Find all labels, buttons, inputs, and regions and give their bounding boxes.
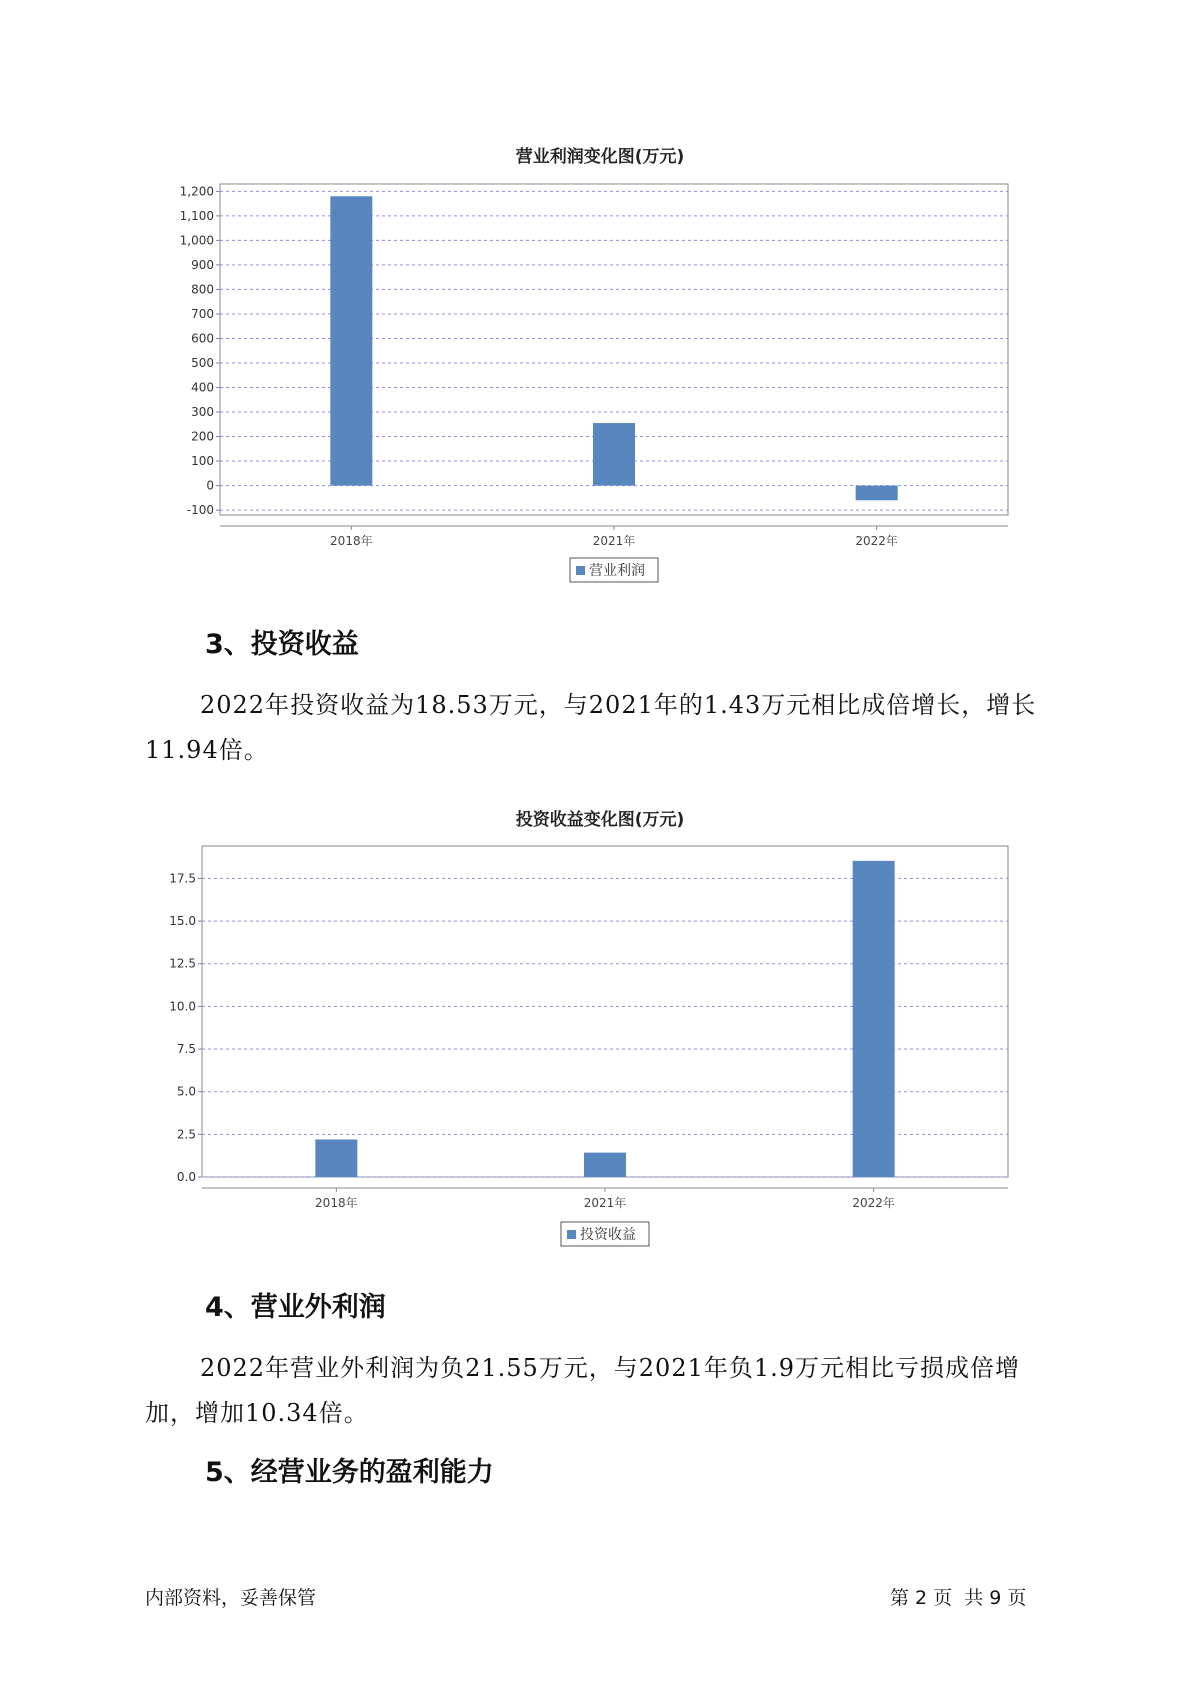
y-tick-label: 0 <box>206 478 214 493</box>
legend <box>570 558 658 582</box>
investment-income-chart <box>140 793 1060 1258</box>
y-tick-label: 500 <box>191 355 214 370</box>
y-tick-label: 7.5 <box>176 1042 196 1057</box>
y-tick-label: 1,000 <box>179 233 214 248</box>
x-tick-label: 2021年 <box>583 1196 627 1210</box>
chart-title: 投资收益变化图(万元) <box>515 810 685 830</box>
x-tick-label: 2021年 <box>592 534 636 548</box>
bar-2018年 <box>330 196 372 485</box>
bar-2021年 <box>593 423 635 486</box>
bar-2022年 <box>853 861 895 1177</box>
legend <box>561 1222 649 1246</box>
y-tick-label: 900 <box>191 257 214 272</box>
chart-title: 营业利润变化图(万元) <box>515 147 685 167</box>
y-tick-label: 17.5 <box>169 871 196 886</box>
operating-profit-chart-svg <box>140 130 1060 590</box>
section-3-paragraph: 2022年投资收益为18.53万元，与2021年的1.43万元相比成倍增长，增长11.94倍。 <box>145 691 1037 764</box>
x-tick-label: 2022年 <box>852 1196 895 1210</box>
legend-label: 营业利润 <box>589 563 645 579</box>
y-tick-label: 12.5 <box>169 956 196 971</box>
y-tick-label: 100 <box>191 454 214 469</box>
bar-2022年 <box>856 486 898 501</box>
y-tick-label: 1,100 <box>179 208 214 223</box>
section-5-heading: 5、经营业务的盈利能力 <box>205 1457 494 1488</box>
x-tick-label: 2022年 <box>855 534 898 548</box>
section-4-heading: 4、营业外利润 <box>205 1292 386 1323</box>
y-tick-label: 700 <box>191 306 214 321</box>
footer-page-number: 第 2 页 共 9 页 <box>890 1587 1027 1609</box>
y-tick-label: 600 <box>191 331 214 346</box>
y-tick-label: 200 <box>191 429 214 444</box>
y-tick-label: 2.5 <box>176 1127 196 1142</box>
section-4-paragraph: 2022年营业外利润为负21.55万元，与2021年负1.9万元相比亏损成倍增加，增加10.34倍。 <box>145 1354 1021 1427</box>
bar-2021年 <box>584 1153 626 1177</box>
y-tick-label: 5.0 <box>176 1084 196 1099</box>
legend-label: 投资收益 <box>580 1227 636 1243</box>
y-tick-label: 1,200 <box>179 184 214 199</box>
y-tick-label: 800 <box>191 282 214 297</box>
y-tick-label: 300 <box>191 405 214 420</box>
y-tick-label: 15.0 <box>169 914 196 929</box>
legend-swatch <box>576 566 585 575</box>
legend-swatch <box>567 1230 576 1239</box>
bar-2018年 <box>315 1139 357 1177</box>
section-3-heading: 3、投资收益 <box>205 629 359 660</box>
x-tick-label: 2018年 <box>330 534 373 548</box>
y-tick-label: 10.0 <box>169 999 196 1014</box>
investment-income-chart-svg <box>140 793 1060 1258</box>
x-tick-label: 2018年 <box>315 1196 358 1210</box>
y-tick-label: 0.0 <box>176 1170 196 1184</box>
operating-profit-chart <box>140 130 1060 590</box>
footer-confidential-note: 内部资料，妥善保管 <box>145 1587 317 1609</box>
y-tick-label: -100 <box>186 503 214 518</box>
y-tick-label: 400 <box>191 380 214 395</box>
